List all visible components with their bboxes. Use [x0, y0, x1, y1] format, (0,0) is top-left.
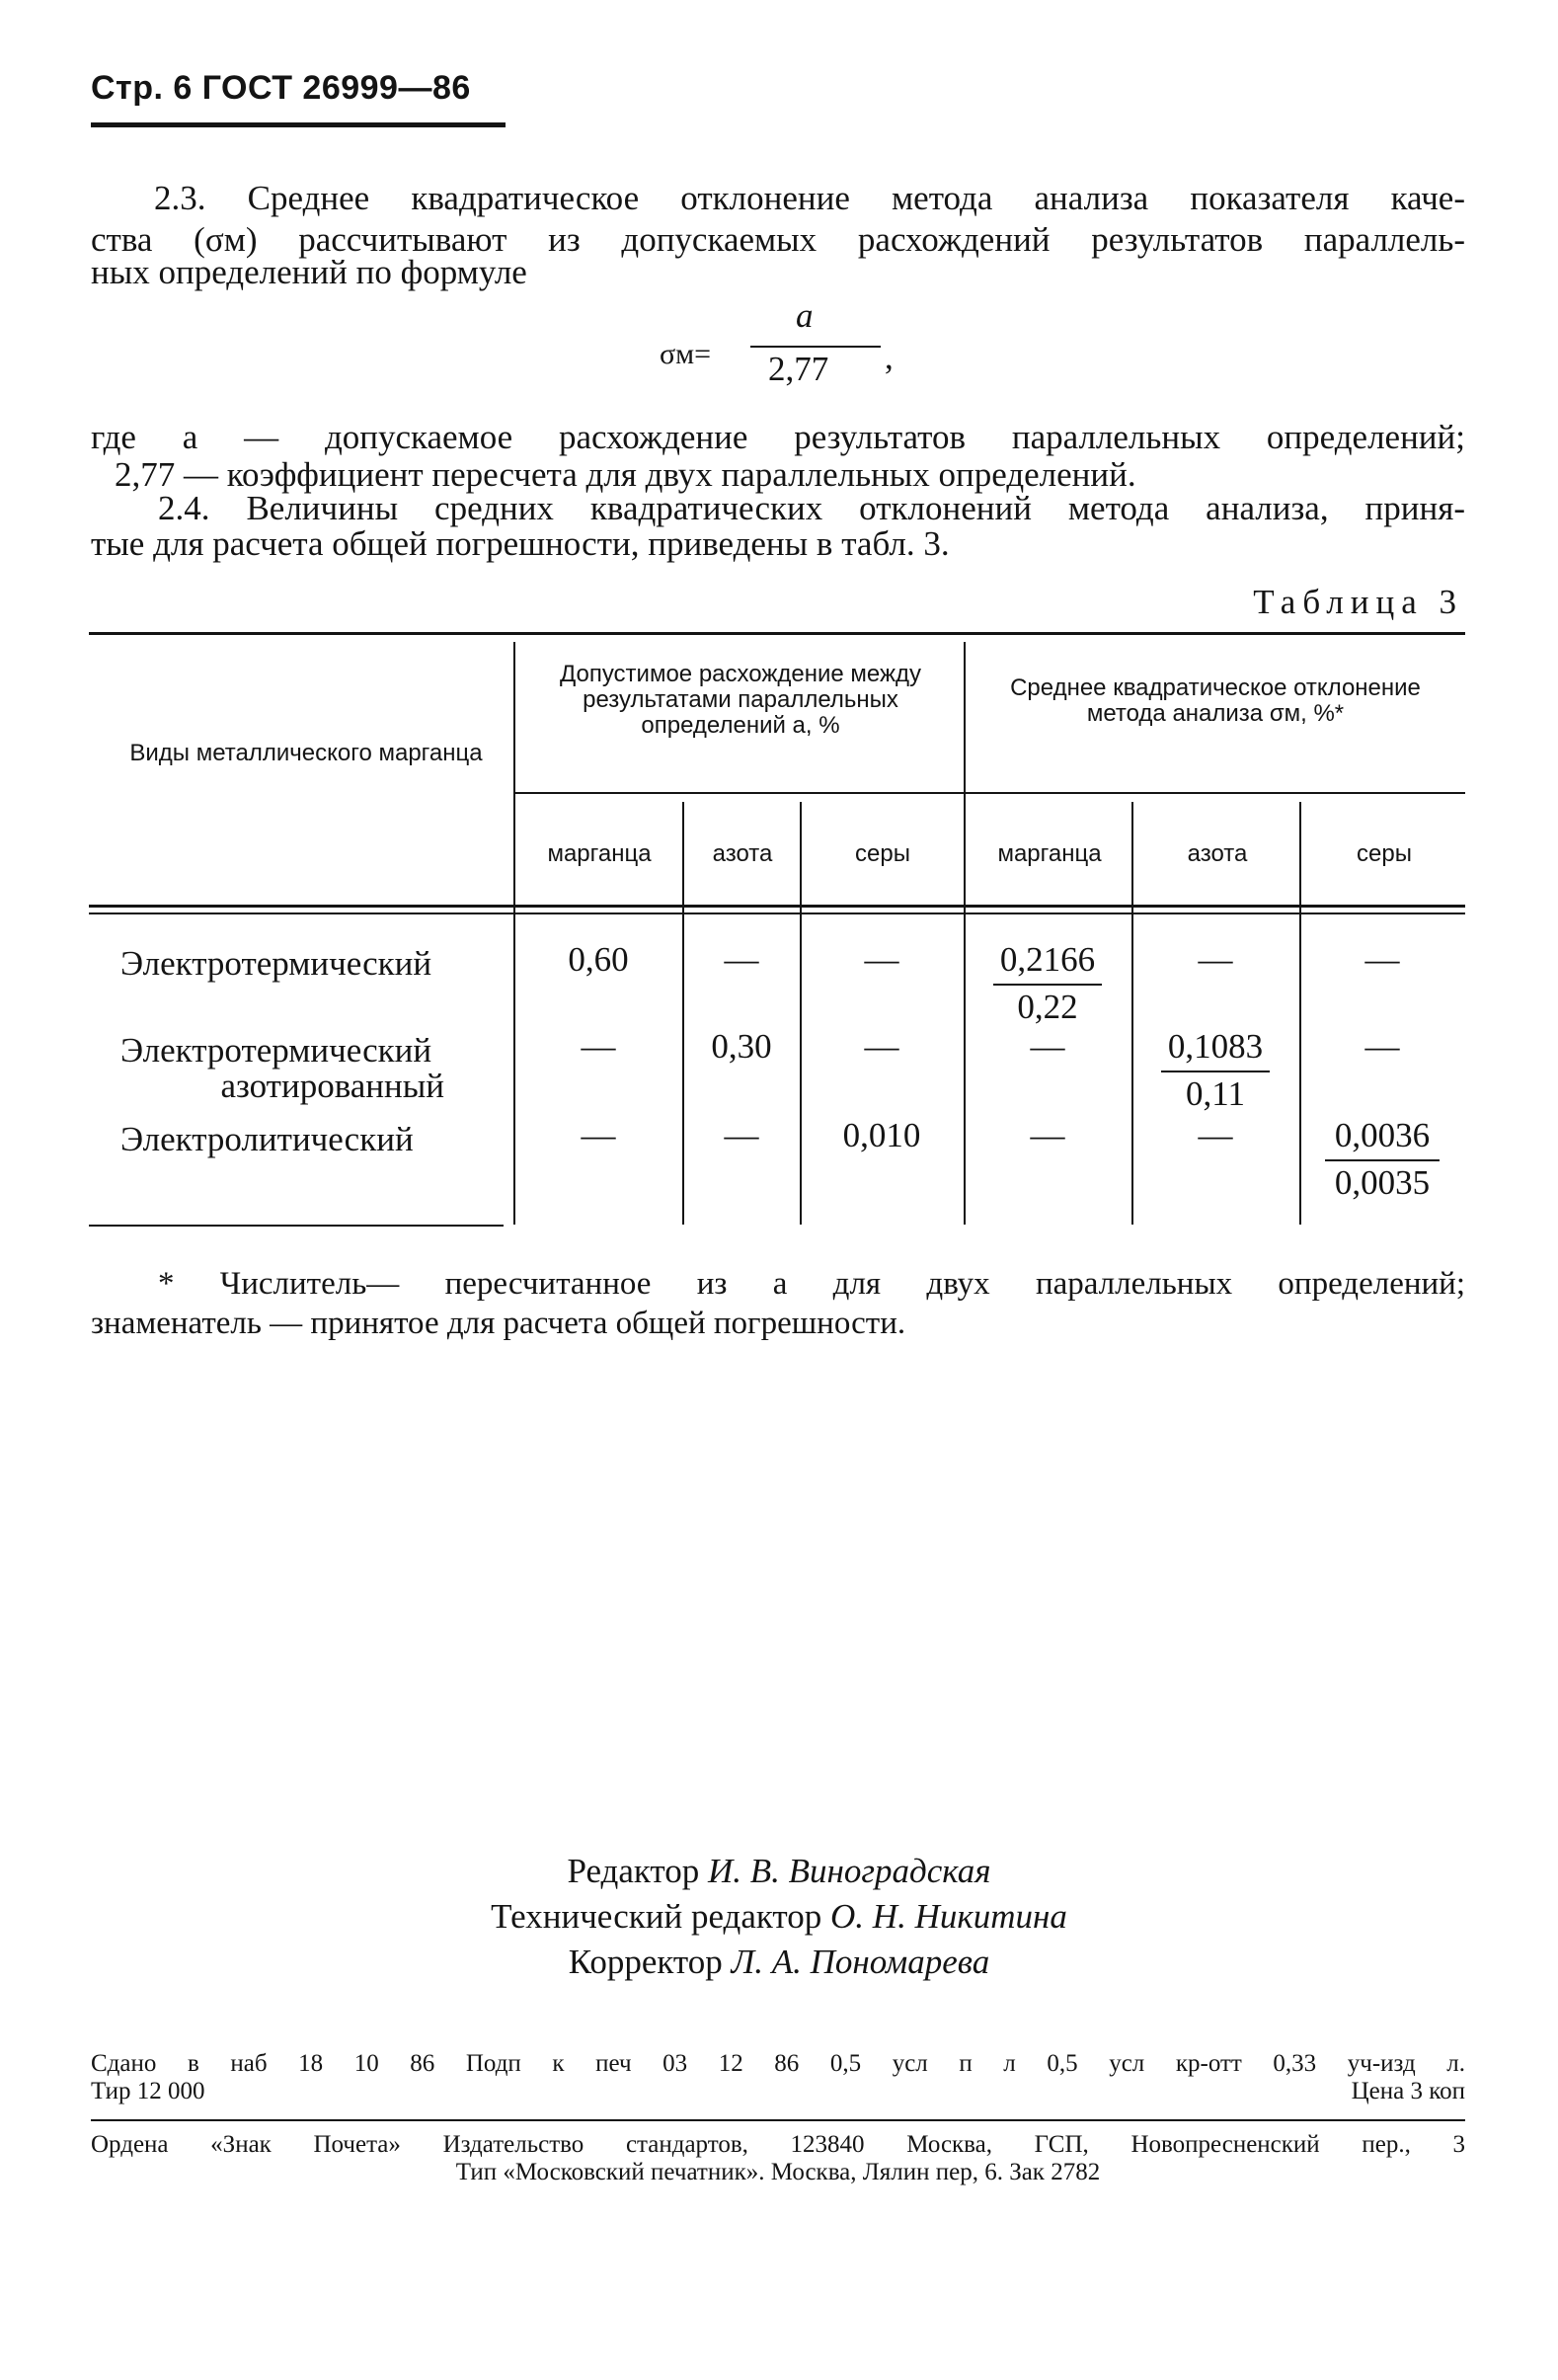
row-2-kind: Электротермический — [120, 1031, 432, 1070]
formula-comma: , — [885, 338, 894, 376]
header-sub-s-2: серы — [1357, 840, 1412, 867]
row-2-a-mn: — — [581, 1027, 616, 1066]
row-1-s-mn-denominator: 0,22 — [1017, 988, 1078, 1026]
table-top-rule — [89, 632, 1465, 635]
row-3-s-s-denominator: 0,0035 — [1334, 1163, 1431, 1202]
table-3 — [89, 632, 1465, 1225]
row-1-a-s: — — [864, 940, 899, 979]
row-3-s-s-numerator: 0,0036 — [1334, 1116, 1431, 1154]
page-header: Стр. 6 ГОСТ 26999—86 — [91, 69, 471, 107]
publisher-line: Ордена «Знак Почета» Издательство стандартов, 123840 Москва, ГСП, Новопресненский пер., 3 — [91, 2131, 1465, 2158]
printer-line: Тип «Московский печатник». Москва, Лялин пер, 6. Зак 2782 — [455, 2159, 1101, 2185]
row-3-s-mn: — — [1030, 1116, 1065, 1154]
row-2-fraction-bar — [1161, 1071, 1270, 1072]
imprint-line2 — [91, 2078, 1465, 2105]
row-1-s-mn-numerator: 0,2166 — [999, 940, 1096, 979]
credit-corrector — [0, 1940, 1558, 1985]
header-group-allowed: Допустимое расхождение между результатами параллельных определений a, % — [559, 661, 922, 739]
section-2-3-line1: 2.3. Среднее квадратическое отклонение метода анализа показателя каче- — [154, 179, 1465, 217]
where-line2: 2,77 — коэффициент пересчета для двух параллельных определений. — [115, 455, 1136, 494]
header-sub-n-2: азота — [1187, 840, 1248, 867]
publisher-block — [91, 2131, 1465, 2186]
section-2-4-line2: тые для расчета общей погрешности, приведены в табл. 3. — [91, 524, 950, 563]
imprint-line1: Сдано в наб 18 10 86 Подп к печ 03 12 86 0,5 усл п л 0,5 усл кр-отт 0,33 уч-изд л. — [91, 2050, 1465, 2077]
footnote-line1: * Числитель— пересчитанное из a для двух параллельных определений; — [158, 1266, 1465, 1302]
table-vline-3 — [800, 802, 802, 1225]
row-1-a-mn: 0,60 — [568, 940, 629, 979]
table-header-rule-2 — [89, 912, 1465, 914]
formula — [660, 296, 896, 405]
header-group-deviation: Среднее квадратическое отклонение метода анализа σм, %* — [1010, 674, 1421, 727]
row-1-s-s: — — [1364, 940, 1400, 979]
credits — [0, 1849, 1558, 1985]
row-3-a-s: 0,010 — [842, 1116, 921, 1154]
imprint-print-run: Тир 12 000 — [91, 2078, 205, 2104]
section-2-3-line2: ства (σм) рассчитывают из допускаемых расхождений результатов параллель- — [91, 220, 1465, 259]
credit-editor-name: И. В. Виноградская — [707, 1852, 991, 1890]
credit-corrector-role: Корректор — [568, 1943, 723, 1981]
row-1-a-n: — — [724, 940, 759, 979]
section-2-3-line3: ных определений по формуле — [91, 253, 527, 291]
table-group-rule — [515, 792, 1465, 794]
credit-corrector-name: Л. А. Пономарева — [731, 1943, 990, 1981]
imprint-price: Цена 3 коп — [1351, 2078, 1465, 2104]
formula-lhs: σм= — [660, 338, 712, 370]
row-1-kind: Электротермический — [120, 944, 432, 983]
header-kind: Виды металлического марганца — [129, 740, 483, 766]
footnote-line2: знаменатель — принятое для расчета общей погрешности. — [91, 1306, 906, 1341]
row-3-a-n: — — [724, 1116, 759, 1154]
row-2-s-n-denominator: 0,11 — [1186, 1074, 1245, 1113]
row-2-s-s: — — [1364, 1027, 1400, 1066]
header-sub-s-1: серы — [855, 840, 910, 867]
credit-tech-editor-name: О. Н. Никитина — [830, 1897, 1067, 1936]
imprint-block — [91, 2050, 1465, 2105]
row-2-a-n: 0,30 — [711, 1027, 772, 1066]
formula-fraction-bar — [750, 346, 881, 348]
row-2-a-s: — — [864, 1027, 899, 1066]
credit-editor — [0, 1849, 1558, 1894]
table-footnote — [91, 1264, 1465, 1343]
table-bottom-rule — [89, 1225, 504, 1227]
table-header-rule-1 — [89, 905, 1465, 908]
formula-numerator: a — [796, 296, 814, 335]
table-caption: Таблица 3 — [1253, 583, 1463, 621]
section-2-4-line1: 2.4. Величины средних квадратических отклонений метода анализа, приня- — [158, 489, 1465, 527]
where-line1: где a — допускаемое расхождение результатов параллельных определений; — [91, 418, 1465, 456]
row-2-s-n-numerator: 0,1083 — [1167, 1027, 1264, 1066]
row-3-fraction-bar — [1325, 1159, 1440, 1161]
row-1-s-n: — — [1198, 940, 1233, 979]
table-vline-6 — [1299, 802, 1301, 1225]
imprint-rule — [91, 2119, 1465, 2121]
header-sub-n-1: азота — [712, 840, 773, 867]
row-3-a-mn: — — [581, 1116, 616, 1154]
header-sub-mn-2: марганца — [997, 840, 1102, 867]
row-1-fraction-bar — [993, 984, 1102, 986]
row-2-s-mn: — — [1030, 1027, 1065, 1066]
formula-denominator: 2,77 — [768, 350, 829, 388]
header-sub-mn-1: марганца — [547, 840, 652, 867]
table-vline-5 — [1131, 802, 1133, 1225]
credit-tech-editor-role: Технический редактор — [491, 1897, 822, 1936]
row-3-s-n: — — [1198, 1116, 1233, 1154]
row-2-kind-line2: азотированный — [220, 1067, 444, 1105]
credit-editor-role: Редактор — [567, 1852, 700, 1890]
header-rule — [91, 122, 506, 127]
table-vline-2 — [682, 802, 684, 1225]
row-3-kind: Электролитический — [120, 1120, 414, 1158]
credit-tech-editor — [0, 1894, 1558, 1940]
